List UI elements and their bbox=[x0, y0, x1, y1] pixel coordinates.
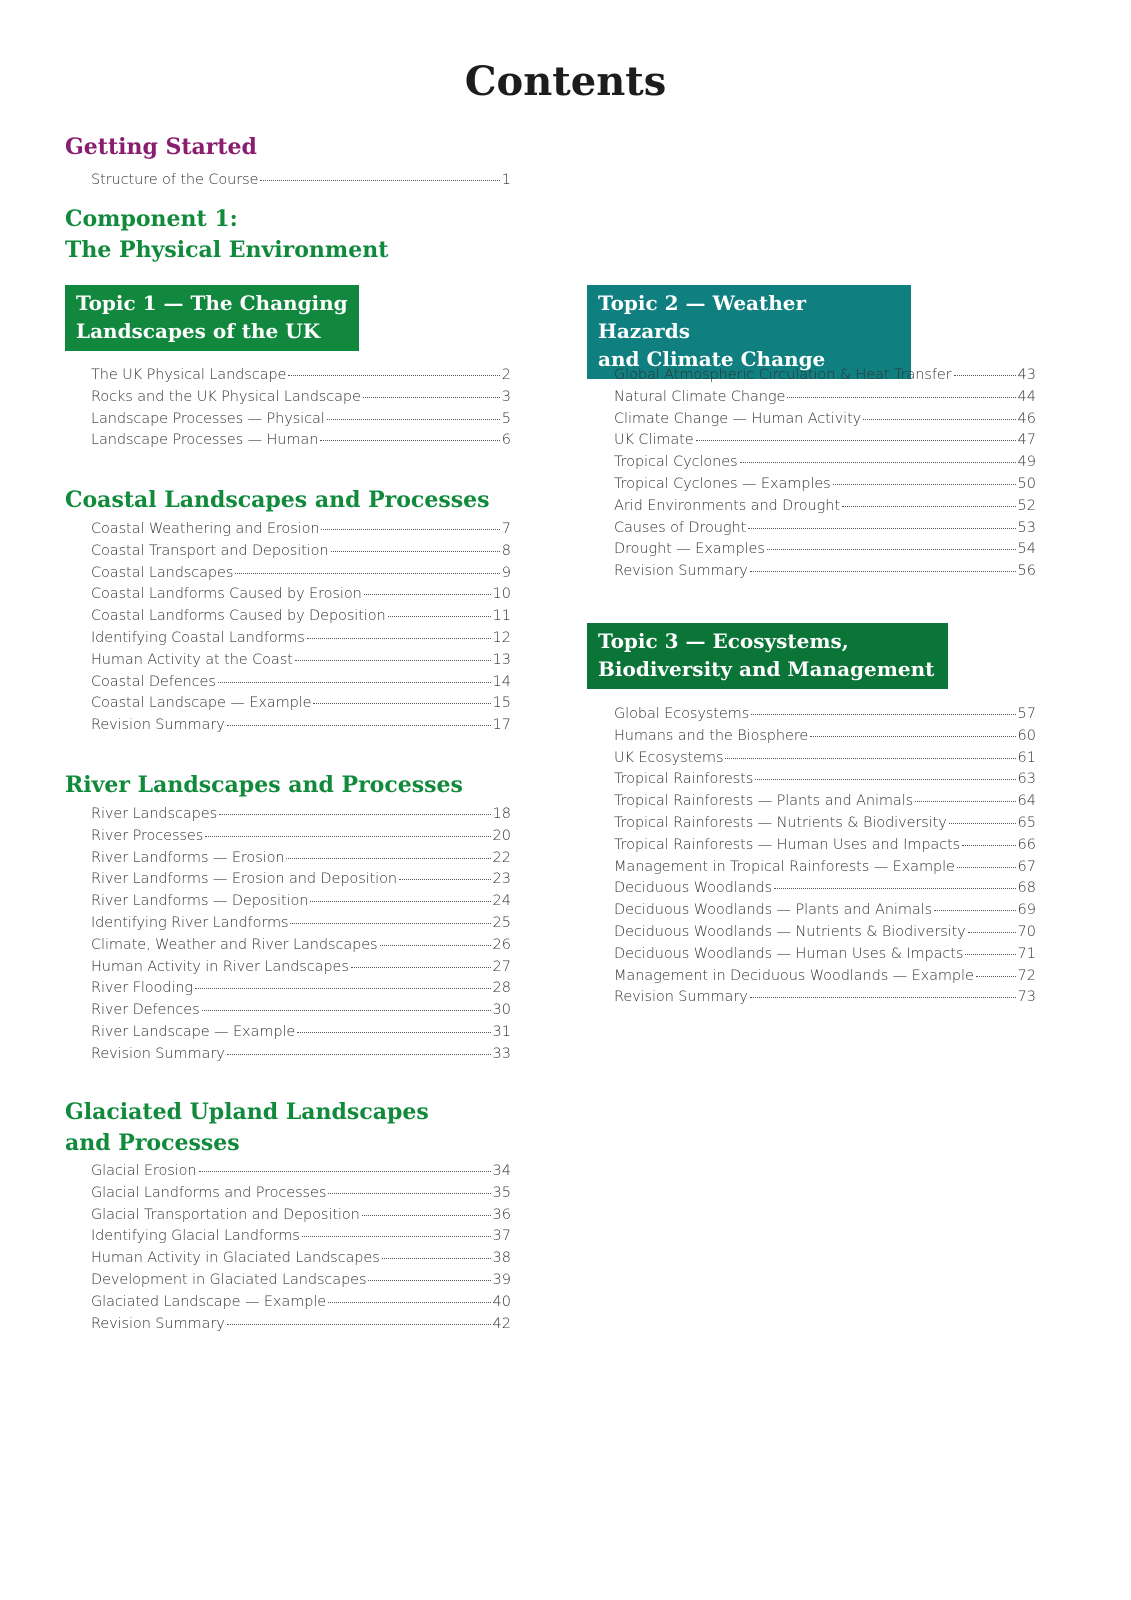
toc-entry-title: Rocks and the UK Physical Landscape bbox=[91, 388, 361, 405]
dot-leader bbox=[351, 967, 491, 968]
dot-leader bbox=[328, 1302, 490, 1303]
toc-entry-page-number: 11 bbox=[492, 608, 511, 625]
toc-entry-page-number: 66 bbox=[1017, 836, 1036, 853]
toc-entry-title: Global Atmospheric Circulation & Heat Transfer bbox=[614, 367, 952, 383]
dot-leader bbox=[767, 549, 1016, 550]
dot-leader bbox=[696, 440, 1016, 441]
toc-entry-page-number: 15 bbox=[492, 695, 511, 712]
toc-entry bbox=[91, 959, 511, 981]
toc-entry-title: Glacial Transportation and Deposition bbox=[91, 1206, 360, 1223]
dot-leader bbox=[915, 801, 1015, 802]
toc-entry-title: UK Climate bbox=[614, 432, 694, 449]
toc-entry bbox=[91, 980, 511, 1002]
dot-leader bbox=[968, 932, 1016, 933]
toc-entry-title: Structure of the Course bbox=[91, 172, 259, 188]
toc-entry-title: Tropical Cyclones bbox=[614, 454, 738, 471]
toc-entry bbox=[614, 706, 1036, 728]
toc-entry bbox=[91, 432, 511, 454]
toc-entry bbox=[91, 1163, 511, 1185]
dot-leader bbox=[949, 823, 1016, 824]
toc-entry-title: Deciduous Woodlands bbox=[614, 880, 773, 897]
toc-entry bbox=[91, 828, 511, 850]
dot-leader bbox=[290, 923, 490, 924]
toc-entry-title: Coastal Weathering and Erosion bbox=[91, 521, 320, 537]
dot-leader bbox=[774, 888, 1015, 889]
toc-entry bbox=[91, 1185, 511, 1207]
dot-leader bbox=[260, 180, 499, 181]
toc-entry bbox=[614, 902, 1036, 924]
dot-leader bbox=[750, 997, 1016, 998]
dot-leader bbox=[810, 736, 1015, 737]
toc-entry-title: Revision Summary bbox=[614, 989, 748, 1006]
toc-entry-page-number: 33 bbox=[492, 1045, 511, 1062]
toc-entry-title: Arid Environments and Drought bbox=[614, 497, 840, 514]
toc-entry-page-number: 64 bbox=[1017, 793, 1036, 810]
toc-entry-title: Coastal Landscape — Example bbox=[91, 695, 312, 712]
toc-entry-title: Climate, Weather and River Landscapes bbox=[91, 936, 378, 953]
toc-entry bbox=[91, 1002, 511, 1024]
dot-leader bbox=[227, 725, 491, 726]
toc-entry bbox=[91, 565, 511, 587]
section-heading-coastal: Coastal Landscapes and Processes bbox=[65, 487, 490, 513]
toc-entry bbox=[614, 946, 1036, 968]
dot-leader bbox=[297, 1032, 490, 1033]
toc-entry-title: Deciduous Woodlands — Nutrients & Biodiversity bbox=[614, 923, 966, 940]
dot-leader bbox=[842, 506, 1016, 507]
toc-entry bbox=[91, 1250, 511, 1272]
toc-entry bbox=[614, 793, 1036, 815]
toc-entry-title: River Landforms — Erosion bbox=[91, 849, 285, 866]
toc-entry-page-number: 8 bbox=[501, 542, 511, 559]
toc-entry-title: Revision Summary bbox=[91, 1045, 225, 1062]
toc-entry-page-number: 31 bbox=[492, 1023, 511, 1040]
toc-entry bbox=[91, 521, 511, 543]
toc-entry-title: Natural Climate Change bbox=[614, 388, 786, 405]
toc-entry bbox=[91, 937, 511, 959]
toc-entry-title: Climate Change — Human Activity bbox=[614, 410, 862, 427]
toc-entry-title: Identifying Coastal Landforms bbox=[91, 629, 305, 646]
dot-leader bbox=[320, 440, 499, 441]
toc-entry bbox=[91, 1272, 511, 1294]
toc-entry bbox=[614, 989, 1036, 1011]
toc-entry-title: River Flooding bbox=[91, 980, 194, 997]
toc-entry bbox=[614, 750, 1036, 772]
dot-leader bbox=[751, 714, 1015, 715]
toc-entry-page-number: 6 bbox=[501, 432, 511, 449]
dot-leader bbox=[235, 573, 499, 574]
toc-entry-page-number: 73 bbox=[1017, 989, 1036, 1006]
dot-leader bbox=[863, 419, 1015, 420]
toc-entry-page-number: 68 bbox=[1017, 880, 1036, 897]
toc-entry-title: Identifying River Landforms bbox=[91, 914, 289, 931]
toc-entry-title: Coastal Defences bbox=[91, 673, 216, 690]
dot-leader bbox=[740, 462, 1016, 463]
toc-entry-page-number: 65 bbox=[1017, 814, 1036, 831]
toc-entry bbox=[91, 543, 511, 565]
toc-entry-page-number: 60 bbox=[1017, 727, 1036, 744]
dot-leader bbox=[833, 484, 1016, 485]
toc-entry-page-number: 53 bbox=[1017, 519, 1036, 536]
toc-entry-page-number: 40 bbox=[492, 1293, 511, 1310]
toc-entry-title: Glaciated Landscape — Example bbox=[91, 1293, 327, 1310]
toc-entry-title: Coastal Transport and Deposition bbox=[91, 542, 329, 559]
dot-leader bbox=[199, 1171, 491, 1172]
toc-entry bbox=[91, 630, 511, 652]
toc-entry bbox=[91, 652, 511, 674]
toc-entry-title: Revision Summary bbox=[614, 563, 748, 580]
dot-leader bbox=[321, 529, 499, 530]
dot-leader bbox=[227, 1054, 491, 1055]
dot-leader bbox=[288, 375, 499, 376]
topic-2-line2: and Climate Change bbox=[598, 347, 826, 371]
toc-entry-page-number: 22 bbox=[492, 849, 511, 866]
toc-entry bbox=[614, 389, 1036, 411]
dot-leader bbox=[286, 858, 490, 859]
toc-list-topic-1 bbox=[91, 367, 511, 454]
topic-3-box bbox=[587, 623, 948, 689]
toc-entry bbox=[91, 871, 511, 893]
toc-entry-title: Deciduous Woodlands — Human Uses & Impacts bbox=[614, 945, 964, 962]
toc-entry-page-number: 27 bbox=[492, 958, 511, 975]
toc-entry-page-number: 18 bbox=[492, 806, 511, 822]
dot-leader bbox=[302, 1236, 491, 1237]
toc-entry bbox=[614, 924, 1036, 946]
toc-entry bbox=[614, 476, 1036, 498]
toc-entry-page-number: 61 bbox=[1017, 749, 1036, 766]
toc-entry-page-number: 67 bbox=[1017, 858, 1036, 875]
dot-leader bbox=[363, 397, 500, 398]
toc-entry-title: Tropical Rainforests — Plants and Animals bbox=[614, 793, 914, 810]
toc-entry-title: Glacial Landforms and Processes bbox=[91, 1184, 327, 1201]
toc-entry-page-number: 30 bbox=[492, 1002, 511, 1019]
toc-entry bbox=[614, 563, 1036, 585]
toc-entry-title: Tropical Cyclones — Examples bbox=[614, 475, 831, 492]
toc-entry-page-number: 47 bbox=[1017, 432, 1036, 449]
section-heading-river: River Landscapes and Processes bbox=[65, 772, 463, 798]
toc-entry-title: Coastal Landscapes bbox=[91, 564, 234, 581]
toc-entry-page-number: 57 bbox=[1017, 706, 1036, 722]
dot-leader bbox=[755, 779, 1015, 780]
toc-entry-page-number: 2 bbox=[501, 367, 511, 383]
toc-entry-title: Causes of Drought bbox=[614, 519, 747, 536]
toc-entry bbox=[91, 674, 511, 696]
toc-entry bbox=[91, 850, 511, 872]
toc-entry-title: River Landscapes bbox=[91, 806, 218, 822]
toc-entry bbox=[614, 411, 1036, 433]
toc-entry-title: Revision Summary bbox=[91, 717, 225, 734]
topic-1-line1: Topic 1 — The Changing bbox=[76, 291, 348, 315]
dot-leader bbox=[218, 682, 491, 683]
toc-entry-title: Humans and the Biosphere bbox=[614, 727, 809, 744]
toc-entry bbox=[614, 859, 1036, 881]
toc-entry-title: Global Ecosystems bbox=[614, 706, 750, 722]
page-title: Contents bbox=[464, 58, 667, 105]
toc-entry-page-number: 49 bbox=[1017, 454, 1036, 471]
toc-entry-page-number: 63 bbox=[1017, 771, 1036, 788]
toc-entry-page-number: 14 bbox=[492, 673, 511, 690]
toc-entry bbox=[614, 432, 1036, 454]
toc-entry-page-number: 26 bbox=[492, 936, 511, 953]
dot-leader bbox=[962, 845, 1015, 846]
toc-entry bbox=[614, 815, 1036, 837]
toc-entry-title: Glacial Erosion bbox=[91, 1163, 197, 1179]
toc-entry-title: River Landscape — Example bbox=[91, 1023, 296, 1040]
toc-entry-title: The UK Physical Landscape bbox=[91, 367, 287, 383]
dot-leader bbox=[219, 814, 491, 815]
toc-entry bbox=[91, 1024, 511, 1046]
toc-entry-page-number: 54 bbox=[1017, 541, 1036, 558]
toc-entry bbox=[614, 728, 1036, 750]
toc-entry-page-number: 5 bbox=[501, 410, 511, 427]
toc-entry-page-number: 24 bbox=[492, 893, 511, 910]
toc-entry-page-number: 36 bbox=[492, 1206, 511, 1223]
glaciated-heading-line2: and Processes bbox=[65, 1130, 240, 1156]
toc-entry bbox=[91, 695, 511, 717]
toc-entry-page-number: 37 bbox=[492, 1228, 511, 1245]
toc-entry-page-number: 43 bbox=[1017, 367, 1036, 383]
toc-entry-page-number: 7 bbox=[501, 521, 511, 537]
dot-leader bbox=[380, 945, 491, 946]
toc-entry-page-number: 20 bbox=[492, 827, 511, 844]
dot-leader bbox=[364, 594, 491, 595]
toc-entry-page-number: 35 bbox=[492, 1184, 511, 1201]
toc-entry bbox=[614, 454, 1036, 476]
dot-leader bbox=[954, 375, 1016, 376]
toc-list-glaciated bbox=[91, 1163, 511, 1337]
dot-leader bbox=[313, 703, 490, 704]
topic-2-box bbox=[587, 285, 911, 379]
toc-entry-title: Identifying Glacial Landforms bbox=[91, 1228, 300, 1245]
section-heading-glaciated bbox=[65, 1097, 429, 1159]
toc-entry bbox=[91, 1294, 511, 1316]
toc-entry bbox=[614, 367, 1036, 389]
toc-entry bbox=[614, 541, 1036, 563]
toc-entry-page-number: 17 bbox=[492, 717, 511, 734]
toc-entry bbox=[91, 1207, 511, 1229]
toc-entry-title: Tropical Rainforests — Nutrients & Biodiversity bbox=[614, 814, 947, 831]
toc-entry-page-number: 46 bbox=[1017, 410, 1036, 427]
toc-entry-title: Human Activity in Glaciated Landscapes bbox=[91, 1250, 380, 1267]
dot-leader bbox=[202, 1010, 491, 1011]
toc-entry bbox=[91, 389, 511, 411]
dot-leader bbox=[227, 1324, 491, 1325]
dot-leader bbox=[750, 571, 1016, 572]
dot-leader bbox=[328, 1193, 490, 1194]
toc-entry bbox=[614, 968, 1036, 990]
dot-leader bbox=[725, 758, 1015, 759]
toc-entry bbox=[91, 1316, 511, 1338]
toc-entry bbox=[91, 806, 511, 828]
toc-list-getting-started bbox=[91, 172, 511, 194]
dot-leader bbox=[382, 1258, 491, 1259]
toc-entry-page-number: 34 bbox=[492, 1163, 511, 1179]
toc-entry-title: Management in Tropical Rainforests — Example bbox=[614, 858, 955, 875]
dot-leader bbox=[957, 867, 1016, 868]
dot-leader bbox=[399, 879, 491, 880]
dot-leader bbox=[934, 910, 1016, 911]
toc-list-coastal bbox=[91, 521, 511, 739]
toc-entry-title: Human Activity in River Landscapes bbox=[91, 958, 349, 975]
dot-leader bbox=[787, 397, 1015, 398]
dot-leader bbox=[295, 660, 491, 661]
dot-leader bbox=[310, 901, 490, 902]
toc-entry-page-number: 69 bbox=[1017, 902, 1036, 919]
toc-entry-page-number: 13 bbox=[492, 651, 511, 668]
toc-list-topic-2 bbox=[614, 367, 1036, 585]
toc-entry bbox=[614, 498, 1036, 520]
toc-entry-title: Deciduous Woodlands — Plants and Animals bbox=[614, 902, 933, 919]
component-heading-line2: The Physical Environment bbox=[65, 237, 389, 263]
toc-entry bbox=[614, 520, 1036, 542]
dot-leader bbox=[307, 638, 491, 639]
toc-entry bbox=[91, 367, 511, 389]
toc-entry-page-number: 3 bbox=[501, 388, 511, 405]
toc-entry bbox=[91, 717, 511, 739]
toc-entry bbox=[91, 411, 511, 433]
toc-entry bbox=[91, 172, 511, 194]
toc-entry-page-number: 25 bbox=[492, 914, 511, 931]
toc-entry-page-number: 9 bbox=[501, 564, 511, 581]
dot-leader bbox=[362, 1215, 491, 1216]
toc-entry-page-number: 52 bbox=[1017, 497, 1036, 514]
toc-entry-title: Development in Glaciated Landscapes bbox=[91, 1271, 367, 1288]
toc-entry-title: Landscape Processes — Physical bbox=[91, 410, 325, 427]
toc-list-topic-3 bbox=[614, 706, 1036, 1011]
toc-entry bbox=[91, 893, 511, 915]
toc-entry-page-number: 42 bbox=[492, 1315, 511, 1332]
toc-entry-page-number: 50 bbox=[1017, 475, 1036, 492]
toc-entry bbox=[614, 771, 1036, 793]
toc-entry-page-number: 71 bbox=[1017, 945, 1036, 962]
dot-leader bbox=[368, 1280, 490, 1281]
topic-2-line1: Topic 2 — Weather Hazards bbox=[598, 291, 807, 343]
toc-entry-title: Coastal Landforms Caused by Deposition bbox=[91, 608, 386, 625]
toc-entry-page-number: 39 bbox=[492, 1271, 511, 1288]
glaciated-heading-line1: Glaciated Upland Landscapes bbox=[65, 1099, 429, 1125]
toc-entry-page-number: 28 bbox=[492, 980, 511, 997]
toc-entry-page-number: 1 bbox=[501, 172, 511, 188]
toc-entry-title: River Landforms — Erosion and Deposition bbox=[91, 871, 397, 888]
toc-entry-page-number: 12 bbox=[492, 629, 511, 646]
toc-entry bbox=[614, 837, 1036, 859]
toc-entry-page-number: 44 bbox=[1017, 388, 1036, 405]
section-heading-getting-started: Getting Started bbox=[65, 134, 257, 160]
dot-leader bbox=[327, 419, 500, 420]
component-heading bbox=[65, 204, 388, 266]
toc-entry-title: Revision Summary bbox=[91, 1315, 225, 1332]
toc-entry-title: River Landforms — Deposition bbox=[91, 893, 309, 910]
dot-leader bbox=[388, 616, 491, 617]
topic-1-box bbox=[65, 285, 359, 351]
toc-entry-title: UK Ecosystems bbox=[614, 749, 724, 766]
dot-leader bbox=[331, 551, 500, 552]
toc-entry bbox=[91, 915, 511, 937]
toc-entry-page-number: 72 bbox=[1017, 967, 1036, 984]
toc-entry bbox=[614, 880, 1036, 902]
toc-entry-page-number: 23 bbox=[492, 871, 511, 888]
topic-1-line2: Landscapes of the UK bbox=[76, 319, 321, 343]
dot-leader bbox=[976, 976, 1016, 977]
toc-entry-title: Tropical Rainforests — Human Uses and Impacts bbox=[614, 836, 961, 853]
toc-entry-page-number: 56 bbox=[1017, 563, 1036, 580]
toc-entry-title: River Defences bbox=[91, 1002, 200, 1019]
toc-entry-page-number: 10 bbox=[492, 586, 511, 603]
toc-list-river bbox=[91, 806, 511, 1068]
toc-entry-page-number: 38 bbox=[492, 1250, 511, 1267]
toc-entry-page-number: 70 bbox=[1017, 923, 1036, 940]
toc-entry-title: Human Activity at the Coast bbox=[91, 651, 293, 668]
toc-entry bbox=[91, 1228, 511, 1250]
toc-entry-title: Tropical Rainforests bbox=[614, 771, 754, 788]
toc-entry-title: Coastal Landforms Caused by Erosion bbox=[91, 586, 362, 603]
dot-leader bbox=[195, 988, 491, 989]
component-heading-line1: Component 1: bbox=[65, 206, 238, 232]
dot-leader bbox=[205, 836, 490, 837]
topic-3-line1: Topic 3 — Ecosystems, bbox=[598, 629, 849, 653]
toc-entry-title: River Processes bbox=[91, 827, 204, 844]
toc-entry-title: Drought — Examples bbox=[614, 541, 765, 558]
toc-entry-title: Landscape Processes — Human bbox=[91, 432, 319, 449]
topic-3-line2: Biodiversity and Management bbox=[598, 657, 935, 681]
dot-leader bbox=[748, 528, 1015, 529]
toc-entry-title: Management in Deciduous Woodlands — Example bbox=[614, 967, 974, 984]
toc-entry bbox=[91, 586, 511, 608]
dot-leader bbox=[965, 954, 1015, 955]
toc-entry bbox=[91, 1046, 511, 1068]
toc-entry bbox=[91, 608, 511, 630]
